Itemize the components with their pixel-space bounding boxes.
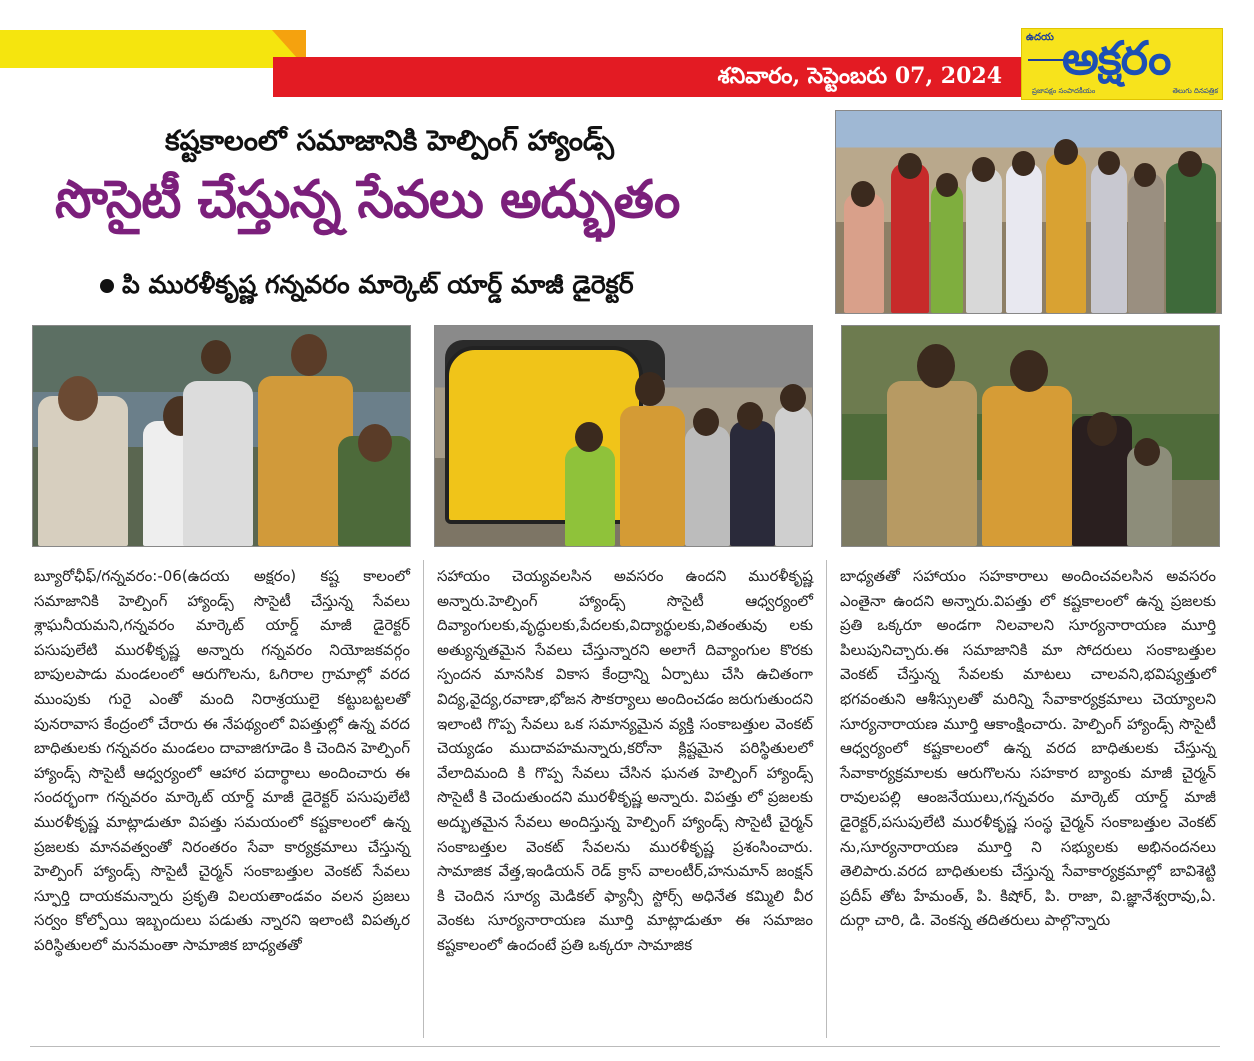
column-divider bbox=[826, 560, 827, 1038]
food-distribution-photo-2 bbox=[434, 325, 813, 547]
bottom-rule bbox=[30, 1046, 1220, 1047]
column-divider bbox=[423, 560, 424, 1038]
article-body-2: సహాయం చెయ్యవలసిన అవసరం ఉందని మురళీకృష్ణ అన్నారు.హెల్పింగ్ హ్యాండ్స్ సొసైటీ ఆధ్వర్యంలో దివ్యాంగులకు,వృద్ధులకు,పేదలకు,విద్యార్థులకు,వితంతువు లకు అత్యున్నతమైన సేవలు చేస్తున్నారని అలాగే దివ్యాంగుల కొరకు స్పందన మానసిక వికాస కేంద్రాన్ని ఏర్పాటు చేసి ఉచితంగా విద్య,వైద్య,రవాణా,భోజన సౌకర్యాలు అందించడం జరుగుతుందని ఇలాంటి గొప్ప సేవలు ఒక సమాన్యమైన వ్యక్తి సంకాబత్తుల వెంకట్ చెయ్యడం ముదావహమన్నారు,కరోనా క్లిష్టమైన పరిస్థితులలో వేలాదిమంది కి గొప్ప సేవలు చేసిన ఘనత హెల్పింగ్ హ్యాండ్స్ సొసైటీ కి చెందుతుందని మురళీకృష్ణ అన్నారు. విపత్తు లో ప్రజలకు అద్భుతమైన సేవలు అందిస్తున్న హెల్పింగ్ హ్యాండ్స్ సొసైటీ చైర్మన్ సంకాబత్తుల వెంకట్ సేవలను మురళీకృష్ణ ప్రశంసించారు. సామాజిక వేత్త,ఇండియన్ రెడ్ క్రాస్ వాలంటీర్,హనుమాన్ జంక్షన్ కి చెందిన సూర్య మెడికల్ ఫ్యాన్సీ స్టోర్స్ అధినేత కమ్మిలి వీర వెంకట సూర్యనారాయణ మూర్తి మాట్లాడుతూ ఈ సమాజం కష్టకాలంలో ఉందంటే ప్రతి ఒక్కరూ సామాజిక bbox=[437, 567, 818, 954]
article-subhead-line bbox=[100, 270, 760, 306]
article-headline: సొసైటీ చేస్తున్న సేవలు అద్భుతం bbox=[55, 170, 680, 230]
logo-tagline-right: తెలుగు దినపత్రిక bbox=[1172, 87, 1218, 95]
issue-date: శనివారం, సెప్టెంబరు 07, 2024 bbox=[717, 63, 1002, 89]
article-subhead: పి మురళీకృష్ణ గన్నవరం మార్కెట్ యార్డ్ మాజీ డైరెక్టర్ bbox=[122, 270, 634, 299]
article-kicker: కష్టకాలంలో సమాజానికి హెల్పింగ్ హ్యాండ్స్ bbox=[165, 124, 615, 157]
logo-wordmark: అక్షరం bbox=[1062, 31, 1171, 85]
food-distribution-photo-3 bbox=[841, 325, 1220, 547]
article-body-1: బ్యూరోఛీఫ్/గన్నవరం:-06(ఉదయ అక్షరం) కష్ట కాలంలో సమాజానికి హెల్పింగ్ హ్యాండ్స్ సొసైటీ చేస్తున్న సేవలు శ్లాఘనీయమని,గన్నవరం మార్కెట్ యార్డ్ మాజీ డైరెక్టర్ పసుపులేటి మురళీకృష్ణ అన్నారు గన్నవరం నియోజకవర్గం బాపులపాడు మండలంలో ఆరుగొలను, ఓగిరాల గ్రామాల్లో వరద ముంపుకు గురై ఎంతో మంది నిరాశ్రయులై కట్టుబట్టలతో పునరావాస కేంద్రంలో చేరారు ఈ నేపథ్యంలో విపత్తుల్లో ఉన్న వరద బాధితులకు గన్నవరం మండలం దావాజిగూడెం కి చెందిన హెల్పింగ్ హ్యాండ్స్ సొసైటీ ఆధ్వర్యంలో ఆహార పదార్థాలు అందించారు ఈ సందర్భంగా గన్నవరం మార్కెట్ యార్డ్ మాజీ డైరెక్టర్ పసుపులేటి మురళీకృష్ణ మాట్లాడుతూ విపత్తు సమయంలో కష్టకాలంలో ఉన్న ప్రజలకు మానవత్వంతో నిరంతరం సేవా కార్యక్రమాలు చేస్తున్న హెల్పింగ్ హ్యాండ్స్ సొసైటీ చైర్మన్ సంకాబత్తుల వెంకట్ సేవలు స్ఫూర్తి దాయకమన్నారు ప్రకృతి విలయతాండవం వలన ప్రజలు సర్వం కోల్పోయి ఇబ్బందులు పడుతు న్నారని ఇలాంటి విపత్కర పరిస్థితులలో మనమంతా సామాజిక బాధ్యతతో bbox=[34, 567, 415, 954]
article-column-2 bbox=[437, 564, 818, 958]
masthead-yellow-strip bbox=[0, 30, 305, 68]
food-distribution-photo-1 bbox=[32, 325, 411, 547]
article-body-3: బాధ్యతతో సహాయం సహకారాలు అందించవలసిన అవసరం ఎంతైనా ఉందని అన్నారు.విపత్తు లో కష్టకాలంలో ఉన్న ప్రజలకు ప్రతి ఒక్కరూ అండగా నిలవాలని సూర్యనారాయణ మూర్తి పిలుపునిచ్చారు.ఈ సమాజానికి మా సోదరులు సంకాబత్తుల వెంకట్ చేస్తున్న సేవలకు మాటలు చాలవని,భవిష్యత్తులో భగవంతుని ఆశీస్సులతో మరిన్ని సేవాకార్యక్రమాలు చెయ్యాలని సూర్యనారాయణ మూర్తి ఆకాంక్షించారు. హెల్పింగ్ హ్యాండ్స్ సొసైటీ ఆధ్వర్యంలో కష్టకాలంలో ఉన్న వరద బాధితులకు చేస్తున్న సేవాకార్యక్రమాలకు ఆరుగొలను సహకార బ్యాంకు మాజీ చైర్మన్ రావులపల్లి ఆంజనేయులు,గన్నవరం మార్కెట్ యార్డ్ మాజీ డైరెక్టర్,పసుపులేటి మురళీకృష్ణ సంస్థ చైర్మన్ సంకాబత్తుల వెంకట్ ను,సూర్యనారాయణ మూర్తి ని సభ్యులకు అభినందనలు తెలిపారు.వరద బాధితులకు చేస్తున్న సేవాకార్యక్రమాల్లో బావిశెట్టి ప్రదీప్ తోట హేమంత్, పి. కిషోర్, పి. రాజా, వి.జ్ఞానేశ్వరావు,ఏ. దుర్గా చారి, డి. వెంకన్న తదితరులు పాల్గొన్నారు bbox=[840, 567, 1221, 930]
article-column-1 bbox=[34, 564, 415, 958]
logo-small-text: ఉదయ bbox=[1026, 32, 1054, 43]
group-photo bbox=[835, 110, 1222, 314]
bullet-icon bbox=[100, 279, 114, 293]
article-column-3 bbox=[840, 564, 1221, 933]
logo-tagline-left: ప్రజాపక్షం సంపాదకీయం bbox=[1032, 87, 1096, 95]
newspaper-logo bbox=[1021, 28, 1223, 100]
